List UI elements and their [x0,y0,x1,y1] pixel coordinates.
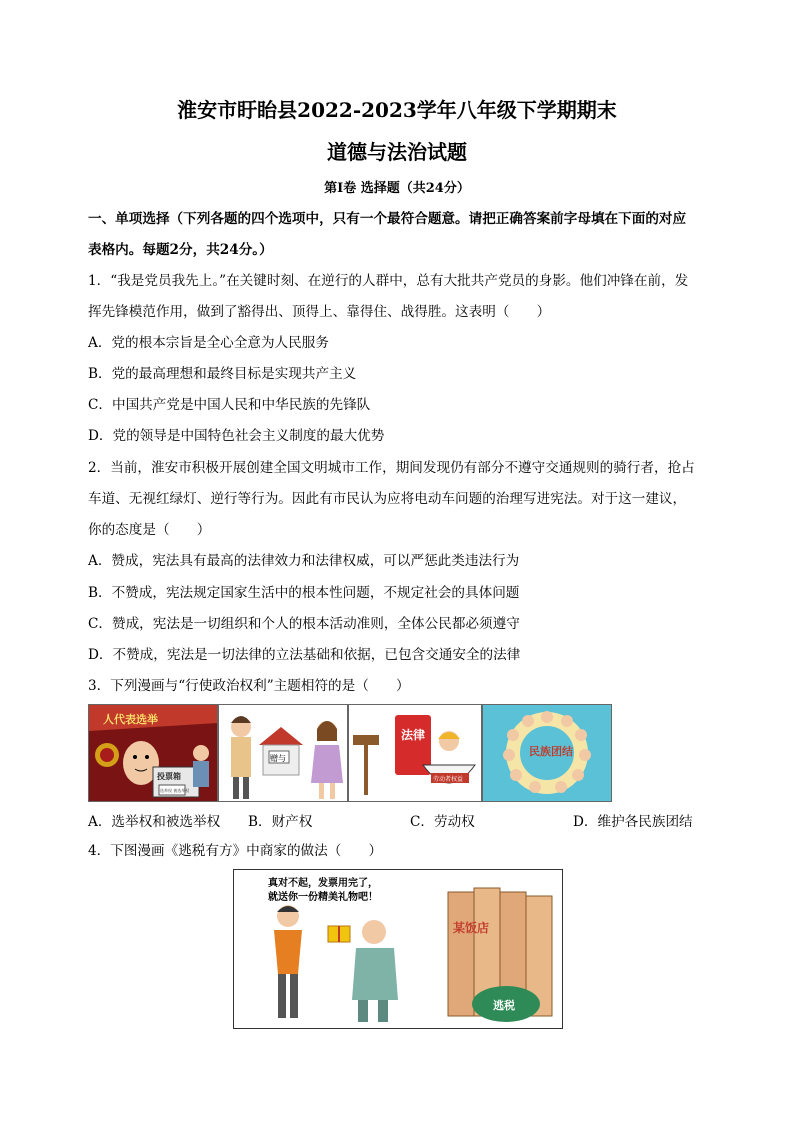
q1-stem-line-1: 1．“我是党员我先上。”在关键时刻、在逆行的人群中，总有大批共产党员的身影。他们冲锋在前，发 [88,273,689,289]
q3-option-a: A．选举权和被选举权 [88,814,221,830]
gavel-icon [353,735,379,745]
q2-option-d: D．不赞成，宪法是一切法律的立法基础和依据，已包含交通安全的法律 [88,647,521,663]
c-bowl-label: 劳动者权益 [433,776,464,783]
d-unity-text: 民族团结 [529,745,573,758]
q2-option-a: A．赞成，宪法具有最高的法律效力和法律权威，可以严惩此类违法行为 [88,553,520,569]
q1-option-a: A．党的根本宗旨是全心全意为人民服务 [88,335,329,351]
q1-option-d: D．党的领导是中国特色社会主义制度的最大优势 [88,428,385,444]
q4-bubble-line-1: 真对不起，发票用完了， [268,878,378,889]
q3-stem: 3．下列漫画与“行使政治权利”主题相符的是（ ） [88,678,410,694]
c-law-book-text: 法律 [401,728,426,742]
q2-option-b: B．不赞成，宪法规定国家生活中的根本性问题，不规定社会的具体问题 [88,585,520,601]
q2-stem-line-1: 2．当前，淮安市积极开展创建全国文明城市工作，期间发现仍有部分不遵守交通规则的骑行者，抢占 [88,460,695,476]
q1-option-c: C．中国共产党是中国人民和中华民族的先锋队 [88,397,371,413]
instructions-line-2: 表格内。每题2分，共24分。） [88,242,273,258]
q3-panel-b-property-cartoon [218,704,348,802]
q1-option-b: B．党的最高理想和最终目标是实现共产主义 [88,366,357,382]
q3-panel-c-labor-cartoon [348,704,482,802]
q3-option-b: B．财产权 [248,814,313,830]
b-gift-tag-text: 赠与 [270,754,286,763]
q3-panel-a-election-cartoon [88,704,218,802]
q4-bag-label: 逃税 [493,999,515,1012]
q2-option-c: C．赞成，宪法是一切组织和个人的根本活动准则，全体公民都必须遵守 [88,616,520,632]
instructions-line-1: 一、单项选择（下列各题的四个选项中，只有一个最符合题意。请把正确答案前字母填在下面的对应 [88,211,687,227]
q4-shop-sign: 某饭店 [453,921,490,935]
q4-stem: 4．下图漫画《逃税有方》中商家的做法（ ） [88,843,383,859]
a-sign-text: 选举权 被选举权 [160,788,190,793]
q2-stem-line-2: 车道、无视红绿灯、逆行等行为。因此有市民认为应将电动车问题的治理写进宪法。对于这一建议， [88,491,687,507]
q3-panel-d-unity-cartoon [482,704,612,802]
section-heading: 第Ⅰ卷 选择题（共24分） [324,181,470,196]
q3-option-d: D．维护各民族团结 [573,814,693,830]
exam-title: 淮安市盱眙县2022-2023学年八年级下学期期末 [177,98,617,122]
q4-tax-evasion-cartoon [233,869,563,1029]
exam-subtitle: 道德与法治试题 [327,140,467,164]
q2-stem-line-3: 你的态度是（ ） [88,522,211,538]
q3-option-c: C．劳动权 [410,814,475,830]
q4-bubble-line-2: 就送你一份精美礼物吧！ [268,892,378,903]
a-ballot-box-label: 投票箱 [157,772,181,781]
q3-options [88,810,708,828]
q1-stem-line-2: 挥先锋模范作用，做到了豁得出、顶得上、靠得住、战得胜。这表明（ ） [88,304,551,320]
a-banner-text: 人代表选举 [103,713,158,726]
